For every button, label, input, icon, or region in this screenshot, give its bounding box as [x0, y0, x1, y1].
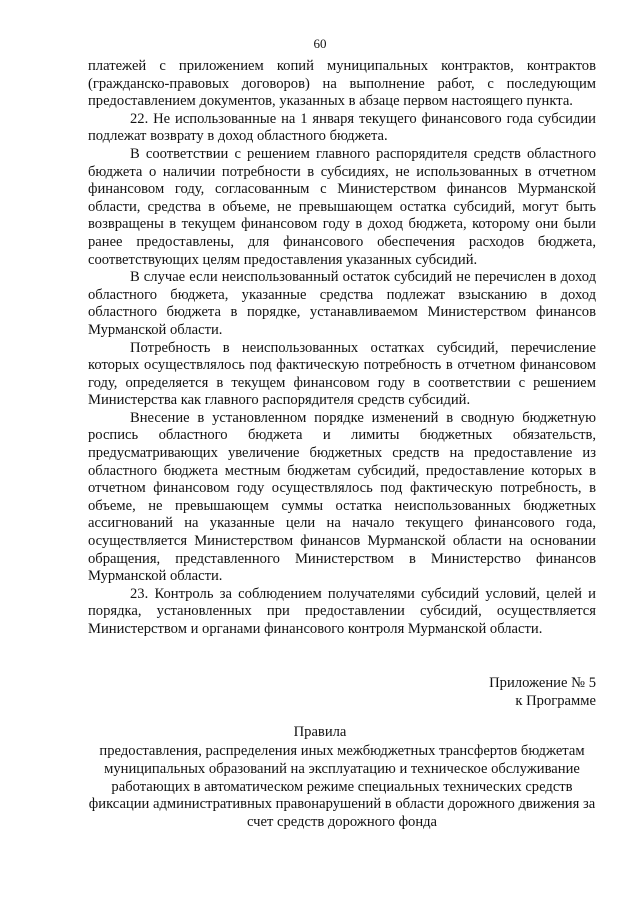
rules-title: Правила: [293, 724, 347, 740]
body-text: [88, 58, 596, 639]
paragraph-23: 23. Контроль за соблюдением получателями субсидий условий, целей и порядка, установленных при предоставлении субсидий, осуществляется Министерством и органами финансового контроля Мурманской области.: [88, 585, 596, 637]
paragraph-continuation: платежей с приложением копий муниципальных контрактов, контрактов (гражданско-правовых договоров) на выполнение работ, с последующим предоставлением документов, указанных в абзаце первом настоящего пункта.: [88, 58, 596, 110]
page-number: 60: [313, 36, 327, 51]
rules-subtitle: предоставления, распределения иных межбюджетных трансфертов бюджетам муниципальных образований на эксплуатацию и техническое обслуживание работающих в автоматическом режиме специальных технических средств фиксации административных правонарушений в области дорожного движения за счет средств дорожного фонда: [88, 743, 596, 831]
appendix-label: [489, 674, 596, 710]
paragraph-recovery: В случае если неиспользованный остаток субсидий не перечислен в доход областного бюджета, указанные средства подлежат взысканию в доход областного бюджета в порядке, устанавливаемом Министерством финансов Мурманской области.: [88, 269, 596, 338]
paragraph-22: 22. Не использованные на 1 января текущего финансового года субсидии подлежат возврату в доход областного бюджета.: [88, 110, 596, 145]
appendix-number: Приложение № 5: [489, 675, 596, 691]
paragraph-budget-changes: Внесение в установленном порядке изменений в сводную бюджетную роспись областного бюджета и лимиты бюджетных обязательств, предусматривающих увеличение бюджетных средств на предоставление из областного бюджета местным бюджетам субсидий, предоставление которых в отчетном финансовом году осуществлялось под фактическую потребность, в объеме, не превышающем суммы остатка неиспользованных бюджетных ассигнований на указанные цели на начало текущего финансового года, осуществляется Министерством финансов Мурманской области на основании обращения, представленного Министерством в Министерство финансов Мурманской области.: [88, 409, 596, 585]
paragraph-return-decision: В соответствии с решением главного распорядителя средств областного бюджета о наличии потребности в субсидиях, не использованных в отчетном финансовом году, согласованным с Министерством финансов Мурманской области, средства в объеме, не превышающем остатка субсидий, могут быть возвращены в текущем финансовом году в доход бюджета, которому они были ранее предоставлены, для финансового обеспечения расходов бюджета, соответствующих целям предоставления указанных субсидий.: [88, 145, 596, 268]
appendix-reference: к Программе: [515, 693, 596, 709]
paragraph-need: Потребность в неиспользованных остатках субсидий, перечисление которых осуществлялось под фактическую потребность в отчетном финансовом году, определяется в текущем финансовом году в соответствии с решением Министерства как главного распорядителя средств субсидий.: [88, 339, 596, 409]
